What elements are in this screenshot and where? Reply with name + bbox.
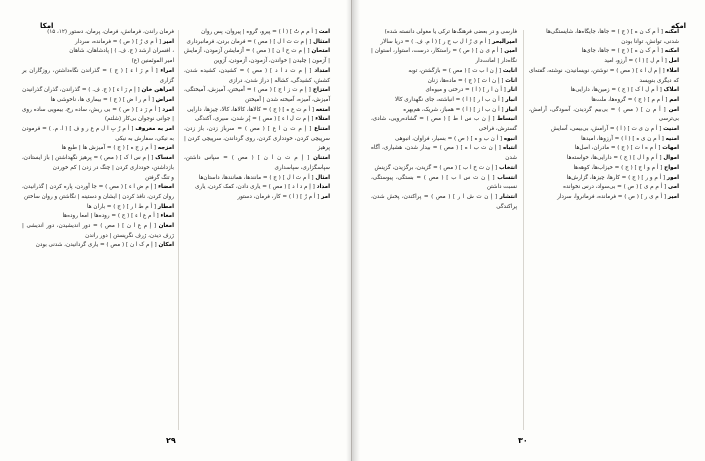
entry-headword: انابت — [502, 67, 517, 74]
entry-headword: امر به معروف — [135, 126, 175, 133]
dictionary-entry — [22, 154, 174, 173]
entry-definition: [ أ م ع ا ء ] ( ج ) = روده‌ها | امعا روده‌ها — [62, 213, 159, 220]
entry-headword: انتساب — [497, 174, 517, 181]
entry-definition: فرمان راندن، فرمانش، فرمان، پرمان، دستور (۱۲، ۱۵) — [47, 29, 174, 35]
column-divider — [178, 30, 179, 430]
entry-definition: [ إ م ک ا ن ] ( مص ) = یاری گردانیدن، شدنی بودن — [35, 242, 157, 249]
entry-headword: انبساط — [497, 116, 518, 123]
entry-definition: [ أ م ی رُ ا ل ب ح ر ] ( ا م. ف. ) = دریا سالار — [380, 38, 491, 45]
dictionary-entry — [22, 241, 174, 251]
entry-definition: [ أ م م تُ ] ( ا ) = پیرو، گروه | پیروان، پس روان — [201, 29, 317, 35]
entry-headword: امواج — [664, 164, 679, 171]
entry-definition: [ إ ن ت ش ا ر ] ( مص ) = پراکندن، پخش شدن، پراکندگی — [371, 193, 517, 210]
dictionary-entry — [184, 47, 330, 66]
dictionary-entry — [22, 144, 174, 154]
entry-definition: [ أ م رٌ ] ( ا ) = کار، فرمان، دستور — [237, 193, 320, 200]
entry-headword: امت — [318, 29, 330, 35]
entry-definition: [ إ ن ا ث ] ( ج ) = ماده‌ها، زنان — [427, 77, 504, 84]
entry-definition: امیر الموئمنین (ع) — [131, 58, 174, 65]
dictionary-entry — [529, 38, 679, 48]
entry-definition: ، افسران ارشد ( ج. ف. ) | پادشاهان، شاهان — [69, 48, 174, 55]
entry-definition: [ إ ن ت س ا ب ] ( مص ) = بستگی، پیوستگی، نسبت داشتن — [371, 174, 517, 191]
entry-headword: امم — [669, 96, 679, 103]
entry-definition: [ أ م ل ا ک ] ( ج ) = زمین‌ها، دارایی‌ها — [570, 87, 662, 94]
entry-definition: [ أ ن ا ر ] ( ا ) = درختی و میوه‌ای — [425, 87, 506, 94]
entry-definition: و تنگ گرفتن — [145, 174, 174, 181]
entry-headword: امی — [667, 184, 679, 191]
entry-headword: امساک — [155, 155, 174, 162]
entry-headword: اموال — [663, 155, 679, 162]
entry-definition: [ أ م ی ر ] ( ص ) = فرمانده، فرمانروا، سردار — [557, 193, 667, 200]
entry-definition: [ أ م رٌ بِ ا ل م ع ر و ف ] ( ا. م. ) = فرمودن به نیکی، سفارش به نیکی — [22, 126, 174, 142]
entry-definition: [ أ م رَ ا ء ] ( ج ) = گذراندن نگاه‌داشتن، روزگاران بر گزاری — [22, 67, 174, 84]
dictionary-entry — [529, 144, 679, 154]
dictionary-entry — [184, 106, 330, 116]
entry-definition: [ إ ن ا ب ت ] ( مص ) = بازگشتن، توبه — [408, 67, 502, 74]
dictionary-entry — [22, 67, 174, 86]
dictionary-entry — [22, 47, 174, 57]
dictionary-entry — [22, 174, 174, 184]
entry-headword: امکنه — [664, 48, 679, 55]
entry-headword: امراض — [155, 96, 174, 103]
entry-headword: امر — [321, 193, 330, 200]
dictionary-entry — [184, 183, 330, 193]
entry-headword: امن — [668, 106, 680, 113]
entry-definition: [ إ م ت ن ا ن ] ( مص ) = سپاس داشتن، سپاسگزاری، سپاسداری — [184, 155, 330, 171]
entry-definition: [ أ م ل ] ( ا ) = آرزو، امید — [604, 58, 667, 65]
dictionary-entry — [22, 86, 174, 96]
entry-definition: [ أ ن ب و ه ] ( ص ) = بسیار، فراوان، انبوهی — [395, 135, 503, 142]
entry-definition: [ إ م ت ل ا ء ] ( مص ) = پُر شدن، سیری، آکندگی — [194, 116, 314, 123]
dictionary-entry — [22, 96, 174, 106]
entry-definition: [ أ م ط ا ر ] ( ج ) = باران ها — [86, 203, 157, 210]
dictionary-column — [184, 28, 330, 203]
dictionary-entry — [22, 183, 174, 202]
entry-definition: [ أ م ن ی ت ] ( ا ) = آرامش، بی‌بیمی، آسایش — [550, 126, 662, 133]
page-number: ۳۰ — [518, 436, 528, 445]
dictionary-entry — [371, 96, 517, 106]
entry-definition: [ أ م ز ج ه ] ( ج ) = آمیزش ها | طبع ها — [61, 145, 156, 152]
dictionary-entry — [22, 212, 174, 222]
dictionary-entry — [529, 135, 679, 145]
dictionary-entry — [22, 57, 174, 67]
dictionary-entry — [371, 135, 517, 145]
dictionary-entry — [22, 125, 174, 144]
dictionary-entry — [529, 57, 679, 67]
entry-headword: امضاء — [158, 184, 174, 191]
dictionary-entry — [22, 203, 174, 213]
entry-definition: [ أ م م ] ( ج ) = گروه‌ها، ملت‌ها — [591, 96, 668, 103]
entry-headword: امور — [666, 174, 679, 181]
entry-definition: [ إ ن ت ب ا ه ] ( مص ) = بیدار شدن، هشیاری، آگاه شدن — [371, 145, 517, 162]
dictionary-column — [371, 28, 517, 212]
dictionary-entry — [529, 164, 679, 174]
entry-definition: [ إ م د ا د ] ( مص ) = یاری دادن، کمک کردن، یاری — [195, 184, 315, 191]
entry-definition: [ أ م ت ع ه ] ( ج ) = کالاها، کالاها، کالا، چیزها، دارایی — [187, 106, 314, 113]
entry-headword: امزجه — [157, 145, 174, 152]
dictionary-entry — [184, 193, 330, 203]
entry-headword: امهات — [662, 145, 679, 152]
entry-headword: امیرالبحر — [492, 38, 517, 45]
entry-headword: امنیه — [665, 135, 679, 142]
entry-headword: امتزاج — [312, 87, 330, 94]
entry-definition: [ أ ن ب ا ر ] ( ا ) = انباشته، جای نگهداری کالا — [394, 96, 504, 103]
entry-headword: امیر — [667, 193, 679, 200]
dictionary-entry — [529, 106, 679, 125]
dictionary-entry — [371, 144, 517, 163]
guide-word: امکه — [671, 22, 687, 30]
dictionary-entry — [22, 28, 174, 38]
entry-definition: [ أ م و ر ] ( ج ) = کارها، چیزها، گزارش‌ها — [566, 174, 666, 181]
dictionary-entry — [529, 183, 679, 193]
dictionary-entry — [371, 115, 517, 134]
entry-definition: [ أ م م ی ] ( ص ) = بی‌سواد، درس نخوانده — [563, 184, 667, 191]
entry-headword: انبوه — [503, 135, 517, 142]
page-number: ۲۹ — [166, 436, 176, 445]
dictionary-entry — [184, 115, 330, 125]
dictionary-entry — [371, 28, 517, 38]
entry-headword: امکنه — [664, 29, 679, 35]
entry-headword: امثال — [315, 174, 330, 181]
dictionary-entry — [529, 174, 679, 184]
dictionary-entry — [529, 193, 679, 203]
entry-definition: [ إ م ت ث ا ل ] ( مص ) = فرمان بردن، فرمانبرداری — [186, 38, 312, 45]
entry-headword: امل — [668, 58, 679, 65]
dictionary-entry — [184, 86, 330, 105]
entry-definition: [ إ م رَ ا ء ] ( ج. ف. ) = گذراندن، گذران گذرانیدن — [22, 87, 140, 94]
dictionary-entry — [371, 174, 517, 193]
dictionary-entry — [184, 154, 330, 173]
left-page — [0, 0, 352, 461]
dictionary-entry — [184, 174, 330, 184]
entry-headword: امکان — [158, 242, 174, 249]
entry-headword: امعاء — [160, 213, 174, 220]
entry-headword: انار — [507, 87, 517, 94]
dictionary-column — [22, 28, 174, 251]
entry-headword: امتداد — [314, 67, 330, 74]
entry-definition: [ أ م ر ا ض ] ( ج ) = بیماری ها، ناخوشی ها — [50, 96, 154, 103]
entry-headword: انتشار — [499, 193, 517, 200]
dictionary-entry — [371, 106, 517, 116]
dictionary-entry — [529, 67, 679, 86]
dictionary-entry — [529, 154, 679, 164]
entry-headword: امتثال — [313, 38, 330, 45]
entry-definition: [ إ م ض ا ء ] ( مص ) = جا آوردن، پاره کردن | گذرانیدن، روان کردن، نافذ کردن | ایشان و دستینه | نگاشتن و روان ساختن — [22, 184, 174, 200]
entry-headword: امین — [504, 48, 517, 55]
dictionary-entry — [184, 125, 330, 154]
entry-definition: [ أ م ک ن ه ] ( ج ) = جاها، جایگاه‌ها، شایستگی‌ها — [546, 29, 663, 35]
entry-headword: امراء — [160, 67, 174, 74]
entry-definition: [ أ م ه ا ت ] ( ج ) = مادران، اصل‌ها — [574, 145, 661, 152]
entry-definition: [ أ م رَ د ] ( ص ) = بی ریش، ساده رخ، بیمویی ساده روی | جوانی نوجوان بی‌کار (شلتم) — [22, 106, 174, 123]
entry-headword: امطار — [157, 203, 174, 210]
entry-headword: املاک — [663, 87, 679, 94]
entry-headword: امتعه — [315, 106, 330, 113]
entry-headword: امراهن خان — [141, 87, 174, 94]
entry-definition: [ إ م ت د ا د ] ( مص ) = کشیدن، کشیده شدن، کشش، کشیدگی، کشاله | دراز شدن، درازی — [184, 67, 330, 84]
entry-definition: [ أ م ی رُ ] ( ص ) = فرمانده، سردار — [75, 38, 162, 45]
entry-headword: امتنان — [313, 155, 330, 162]
entry-headword: امعان — [158, 223, 174, 230]
entry-headword: امتناع — [314, 126, 330, 133]
entry-headword: انتخاب — [498, 164, 517, 171]
entry-headword: امنیت — [663, 126, 679, 133]
dictionary-entry — [371, 77, 517, 87]
dictionary-entry — [22, 222, 174, 241]
entry-headword: امتحان — [311, 48, 331, 55]
dictionary-entry — [184, 38, 330, 48]
entry-definition: [ أ م ک ن ه ] ( ج ) = جاها، جای‌ها — [581, 48, 663, 55]
column-divider — [523, 30, 524, 430]
dictionary-entry — [184, 28, 330, 38]
entry-definition: [ أ م و ا ل ] ( ج ) = دارایی‌ها، خواسته‌ها — [566, 155, 662, 162]
dictionary-entry — [22, 106, 174, 125]
entry-headword: امتلاء — [315, 116, 330, 123]
dictionary-entry — [529, 28, 679, 38]
entry-definition: [ أ م ث ا ل ] ( ج ) = مانندها، همانندها، داستان‌ها — [198, 174, 314, 181]
entry-headword: املاء — [666, 67, 680, 74]
entry-headword: اناث — [505, 77, 517, 84]
entry-definition: [ إ م ت ح ا ن ] ( مص ) = آزمایشن آزمودن، آزمایش | آزمون | چلیدن | خواندن، آزمودن، آزمودن، آزوین — [184, 48, 330, 65]
entry-definition: [ أ م ن ] ( مص ) = بی‌بیم گردیدن، آسودگی، آرامش، بی‌ترسی — [529, 106, 679, 123]
entry-definition: [ أ م ی ن ] ( ص ) = راستکار، درست، استوار، استوان | نگاه‌دار | امانت‌دار — [371, 48, 517, 65]
right-page — [353, 0, 705, 461]
guide-word: امکا — [40, 22, 54, 30]
entry-definition: [ أ م و ا ج ] ( ج ) = خیزاب‌ها، کوهه‌ها — [573, 164, 663, 171]
entry-definition: [ إ م ل ا ء ] ( مص ) = نوشتن، نویسانیدن، نوشته، گفته‌ای که دیگری بنویسد — [529, 67, 679, 84]
entry-definition: [ إ م س ا ک ] ( مص ) = پرهیز نگهداشتن | باز ایستادن، بازداشتن، خودداری کردن | چنگ در زدن | کم خوردن — [22, 155, 174, 171]
dictionary-entry — [371, 67, 517, 77]
entry-definition: [ إ ن ت خ ا ب ] ( مص ) = گزیدن، برگزیدن، گزینش — [374, 164, 498, 171]
dictionary-entry — [529, 125, 679, 135]
entry-definition: [ إ ن ب س ا ط ] ( مص ) = گشاده‌رویی، شادی، گسترش، فراخی — [371, 116, 517, 133]
dictionary-entry — [371, 47, 517, 66]
dictionary-entry — [529, 47, 679, 57]
dictionary-entry — [371, 86, 517, 96]
entry-headword: انتباه — [502, 145, 517, 152]
entry-headword: انباز — [505, 106, 517, 113]
entry-definition: [ أ م ن ی ه ] ( ا ) = آرزوها، امیدها — [581, 135, 664, 142]
dictionary-entry — [184, 67, 330, 86]
entry-definition: شدنی، توانش، توانا بودن — [621, 38, 679, 45]
entry-headword: انبار — [505, 96, 517, 103]
dictionary-entry — [371, 164, 517, 174]
entry-definition: [ إ م ت ز ا ج ] ( مص ) = آمیختن، آمیزش، آمیختگی، آمیزش، آمیزه، آمیخته شدن | آمیختن — [184, 87, 330, 103]
dictionary-entry — [22, 38, 174, 48]
entry-definition: فارسی و در بعضی فرهنگ‌ها ترکی یا مغولی دانسته شده) — [384, 29, 517, 35]
entry-definition: [ إ م ت ن ا ع ] ( مص ) = سرباز زدن، باز زدن، سرپیچی کردن، خودداری کردن، روی گرداندن، سرپیچی کردن | پرهیز — [184, 126, 330, 152]
dictionary-column — [529, 28, 679, 203]
dictionary-entry — [529, 86, 679, 96]
entry-headword: امیر — [162, 38, 174, 45]
dictionary-entry — [371, 38, 517, 48]
dictionary-entry — [529, 96, 679, 106]
entry-headword: امداد — [316, 184, 330, 191]
entry-headword: امرد — [162, 106, 174, 113]
entry-definition: [ أ ن ب ا ز ] ( ا ) = همباز، شریک، هم‌بهره — [403, 106, 504, 113]
dictionary-entry — [371, 193, 517, 212]
entry-definition: [ إ م ع ا ن ] ( مص ) = دور اندیشیدن، دور اندیشی | ژرف دیدن، ژرف نگریستن | دور راندن — [22, 223, 174, 239]
